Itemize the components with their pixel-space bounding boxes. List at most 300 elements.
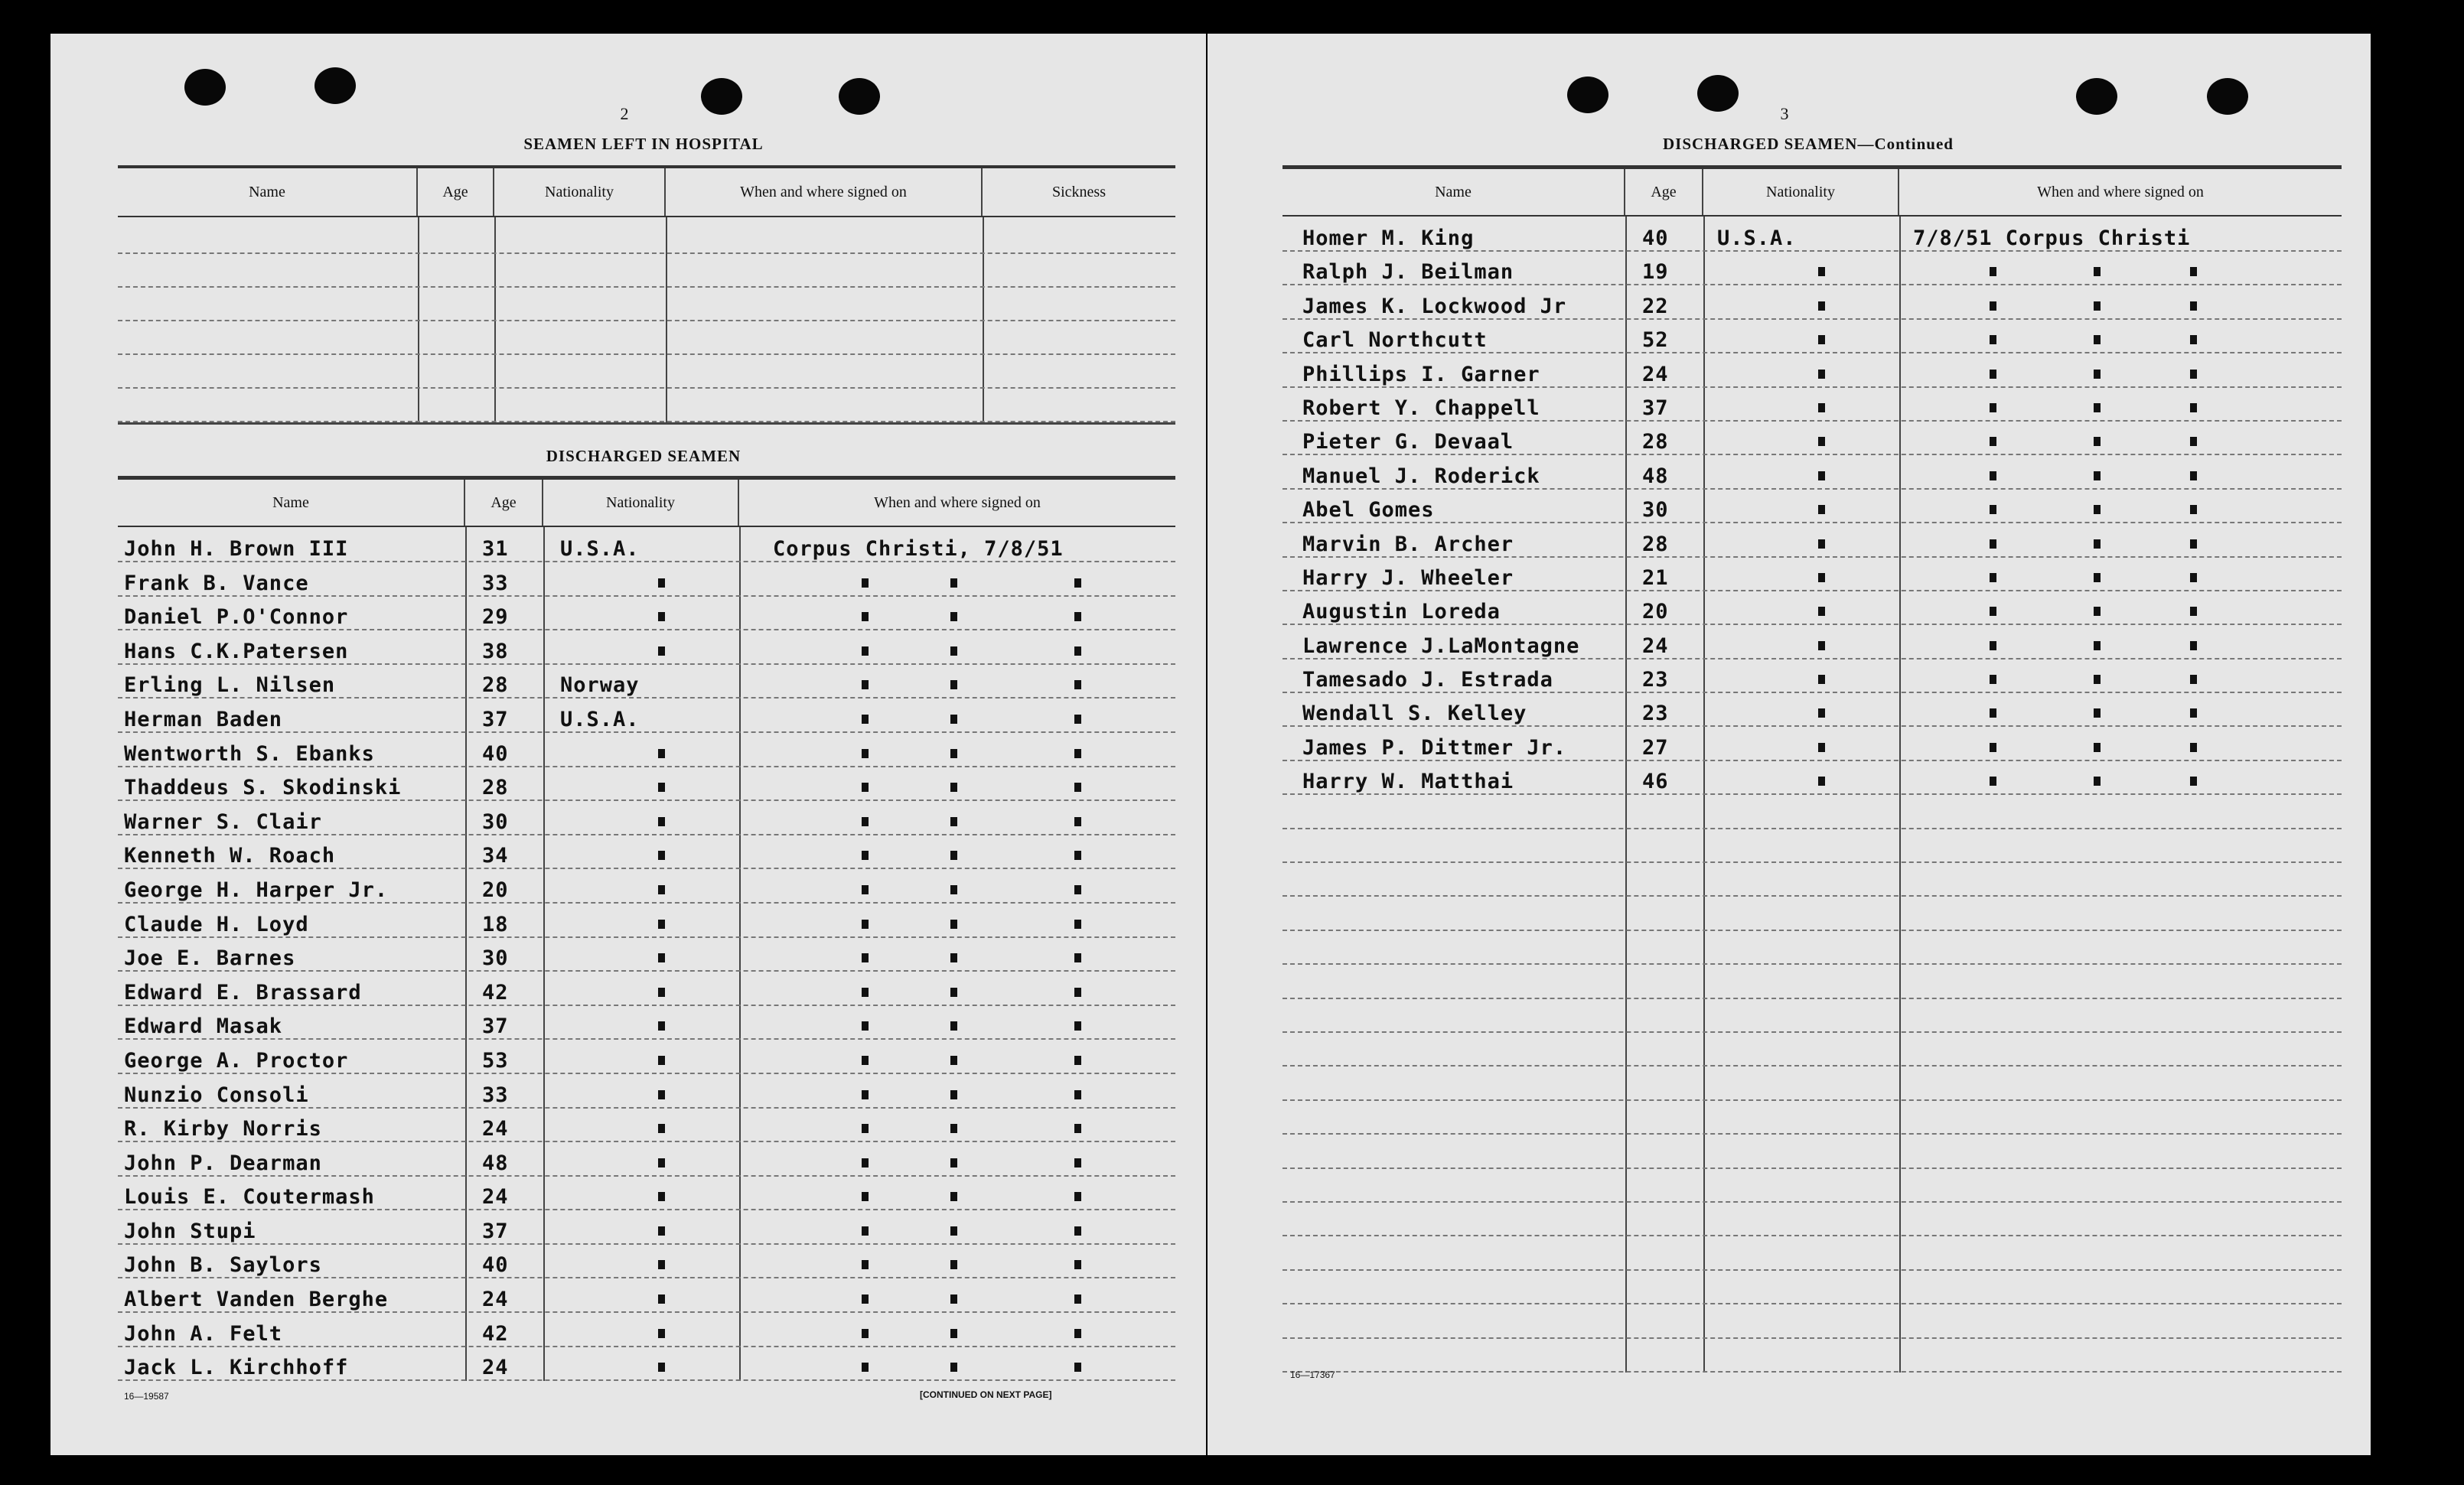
ditto-mark (658, 953, 665, 962)
table-row (118, 938, 1175, 972)
seaman-name: Tamesado J. Estrada (1302, 668, 1553, 692)
table-row (1283, 353, 2342, 387)
ditto-mark (658, 1056, 665, 1065)
table-row (118, 1074, 1175, 1109)
ditto-mark (2190, 403, 2197, 412)
ditto-mark (1074, 578, 1081, 588)
header-nationality: Nationality (494, 168, 666, 216)
table-row (1283, 455, 2342, 489)
seaman-age: 52 (1642, 328, 1669, 353)
header-nationality: Nationality (543, 480, 739, 526)
ditto-mark (658, 1260, 665, 1269)
blank-row (1283, 965, 2342, 998)
ditto-mark (950, 1158, 957, 1167)
ditto-mark (1990, 301, 1996, 311)
form-number: 16—19587 (124, 1391, 169, 1402)
table-row (118, 630, 1175, 665)
ditto-mark (950, 953, 957, 962)
ditto-mark (1818, 370, 1825, 379)
ditto-mark (2094, 471, 2101, 480)
seaman-age: 23 (1642, 668, 1669, 692)
table-row (118, 835, 1175, 870)
seaman-age: 46 (1642, 770, 1669, 794)
table-row (118, 904, 1175, 938)
ditto-mark (950, 1192, 957, 1201)
table-row (1283, 727, 2342, 760)
ditto-mark (950, 1124, 957, 1133)
form-number: 16—17367 (1290, 1369, 1335, 1380)
ditto-mark (950, 612, 957, 621)
seaman-age: 24 (482, 1185, 509, 1210)
ditto-mark (950, 885, 957, 894)
seaman-age: 24 (1642, 633, 1669, 658)
ditto-mark (1818, 743, 1825, 752)
seaman-name: Robert Y. Chappell (1302, 396, 1540, 420)
signed-on: 7/8/51 Corpus Christi (1913, 226, 2191, 250)
seaman-age: 28 (1642, 532, 1669, 556)
ditto-mark (1990, 641, 1996, 650)
ditto-mark (1990, 370, 1996, 379)
ditto-mark (950, 680, 957, 689)
ditto-mark (862, 1294, 869, 1304)
ditto-mark (658, 646, 665, 656)
page-number: 3 (1780, 104, 1789, 123)
seaman-name: Wentworth S. Ebanks (124, 741, 375, 766)
seaman-nationality: Norway (560, 673, 640, 698)
seaman-name: Erling L. Nilsen (124, 673, 336, 698)
punch-hole (1697, 75, 1739, 112)
seaman-name: Daniel P.O'Connor (124, 605, 349, 630)
discharged-continued-table (1283, 165, 2342, 1373)
ditto-mark (1074, 1363, 1081, 1372)
table-row (1283, 422, 2342, 455)
ditto-mark (950, 749, 957, 758)
ditto-mark (2190, 675, 2197, 684)
seaman-name: Hans C.K.Patersen (124, 639, 349, 663)
seaman-age: 20 (482, 878, 509, 902)
ditto-mark (658, 1124, 665, 1133)
ditto-mark (658, 749, 665, 758)
ditto-mark (1990, 708, 1996, 718)
ditto-mark (950, 1226, 957, 1236)
ditto-mark (2190, 641, 2197, 650)
ditto-mark (2190, 505, 2197, 514)
ditto-mark (1074, 680, 1081, 689)
seaman-name: Albert Vanden Berghe (124, 1288, 389, 1312)
ditto-mark (2190, 573, 2197, 582)
seaman-age: 33 (482, 571, 509, 595)
table-row (1283, 625, 2342, 659)
seaman-name: John A. Felt (124, 1321, 283, 1346)
table-row (118, 1347, 1175, 1382)
ditto-mark (1818, 539, 1825, 549)
blank-row (118, 321, 1175, 355)
ditto-mark (2190, 471, 2197, 480)
ditto-mark (658, 920, 665, 929)
seaman-age: 30 (1642, 498, 1669, 523)
ditto-mark (1990, 539, 1996, 549)
table-row (118, 597, 1175, 631)
header-signed-on: When and where signed on (874, 493, 1041, 511)
ditto-mark (2190, 301, 2197, 311)
blank-row (1283, 1203, 2342, 1236)
ditto-mark (862, 953, 869, 962)
seaman-name: Phillips I. Garner (1302, 362, 1540, 386)
ditto-mark (658, 1021, 665, 1031)
ditto-mark (1074, 1124, 1081, 1133)
ditto-mark (1818, 301, 1825, 311)
seaman-name: Herman Baden (124, 707, 283, 731)
seaman-name: Marvin B. Archer (1302, 532, 1514, 556)
ditto-mark (2094, 505, 2101, 514)
ditto-mark (950, 1090, 957, 1099)
ditto-mark (1818, 641, 1825, 650)
table-row (118, 869, 1175, 904)
seaman-name: James P. Dittmer Jr. (1302, 735, 1567, 760)
ditto-mark (658, 1226, 665, 1236)
seaman-name: Harry W. Matthai (1302, 770, 1514, 794)
hospital-table-header (118, 168, 1175, 217)
seaman-name: James K. Lockwood Jr (1302, 294, 1567, 318)
seaman-age: 18 (482, 912, 509, 936)
ditto-mark (862, 1329, 869, 1338)
ditto-mark (1074, 1329, 1081, 1338)
punch-hole (701, 78, 742, 115)
ditto-mark (658, 817, 665, 826)
ditto-mark (1074, 749, 1081, 758)
table-row (1283, 217, 2342, 252)
seaman-age: 29 (482, 605, 509, 630)
discharged-continued-header (1283, 169, 2342, 217)
ditto-mark (1818, 607, 1825, 616)
table-row (118, 733, 1175, 767)
ditto-mark (1074, 920, 1081, 929)
ditto-mark (950, 578, 957, 588)
discharged-table-body (118, 527, 1175, 1381)
table-row (118, 1313, 1175, 1347)
blank-row (118, 288, 1175, 321)
table-row (118, 1142, 1175, 1177)
discharged-table-header (118, 480, 1175, 527)
punch-hole (315, 67, 356, 104)
discharged-continued-body (1283, 217, 2342, 1373)
ditto-mark (862, 1226, 869, 1236)
ditto-mark (950, 1260, 957, 1269)
ditto-mark (862, 578, 869, 588)
ditto-mark (2190, 777, 2197, 786)
ditto-mark (1818, 335, 1825, 344)
discharged-section-title: DISCHARGED SEAMEN (546, 447, 741, 465)
ditto-mark (2094, 267, 2101, 276)
ditto-mark (1074, 1090, 1081, 1099)
seaman-age: 24 (482, 1288, 509, 1312)
blank-row (1283, 1339, 2342, 1373)
seaman-age: 28 (1642, 430, 1669, 454)
seaman-age: 38 (482, 639, 509, 663)
ditto-mark (2094, 708, 2101, 718)
seaman-name: Lawrence J.LaMontagne (1302, 633, 1580, 658)
ditto-mark (950, 1021, 957, 1031)
seaman-age: 37 (482, 1219, 509, 1243)
blank-row (1283, 1271, 2342, 1304)
ditto-mark (1074, 1294, 1081, 1304)
ditto-mark (1074, 1056, 1081, 1065)
ditto-mark (950, 646, 957, 656)
ditto-mark (862, 612, 869, 621)
header-age: Age (465, 480, 543, 526)
table-row (1283, 285, 2342, 319)
table-row (118, 527, 1175, 562)
seaman-name: George A. Proctor (124, 1048, 349, 1073)
ditto-mark (658, 612, 665, 621)
punch-hole (839, 78, 880, 115)
ditto-mark (1990, 471, 1996, 480)
ditto-mark (1818, 777, 1825, 786)
ditto-mark (658, 1090, 665, 1099)
seaman-age: 24 (1642, 362, 1669, 386)
table-row (118, 767, 1175, 802)
ditto-mark (1818, 505, 1825, 514)
left-page (51, 34, 1206, 1455)
table-row (118, 801, 1175, 835)
blank-row (1283, 931, 2342, 965)
page-number: 2 (620, 104, 629, 123)
seaman-age: 53 (482, 1048, 509, 1073)
header-signed-on: When and where signed on (666, 168, 983, 216)
blank-row (118, 389, 1175, 422)
ditto-mark (658, 783, 665, 792)
table-row (118, 1109, 1175, 1143)
ditto-mark (1818, 403, 1825, 412)
seaman-age: 42 (482, 980, 509, 1005)
ditto-mark (1074, 817, 1081, 826)
ditto-mark (658, 1329, 665, 1338)
ditto-mark (862, 1363, 869, 1372)
ditto-mark (2094, 743, 2101, 752)
ditto-mark (862, 715, 869, 724)
hospital-table (118, 165, 1175, 425)
table-row (118, 1177, 1175, 1211)
ditto-mark (658, 851, 665, 860)
ditto-mark (1990, 675, 1996, 684)
header-signed-on: When and where signed on (2037, 183, 2204, 200)
table-row (1283, 523, 2342, 557)
seaman-name: Kenneth W. Roach (124, 844, 336, 868)
seaman-name: Nunzio Consoli (124, 1083, 309, 1107)
seaman-name: Carl Northcutt (1302, 328, 1488, 353)
blank-row (1283, 1304, 2342, 1338)
seaman-name: Edward Masak (124, 1014, 283, 1039)
ditto-mark (1990, 777, 1996, 786)
table-row (118, 1210, 1175, 1245)
header-name: Name (118, 480, 465, 526)
ditto-mark (862, 1192, 869, 1201)
seaman-age: 23 (1642, 702, 1669, 726)
seaman-age: 37 (482, 707, 509, 731)
seaman-age: 22 (1642, 294, 1669, 318)
seaman-name: Jack L. Kirchhoff (124, 1356, 349, 1380)
ditto-mark (1990, 403, 1996, 412)
table-row (1283, 320, 2342, 353)
ditto-mark (862, 885, 869, 894)
header-age: Age (1625, 169, 1703, 215)
blank-row (1283, 795, 2342, 829)
punch-hole (1567, 77, 1608, 113)
ditto-mark (1990, 267, 1996, 276)
header-name: Name (1283, 169, 1625, 215)
seaman-nationality: U.S.A. (560, 537, 640, 561)
seaman-name: Homer M. King (1302, 226, 1475, 250)
ditto-mark (862, 749, 869, 758)
blank-row (1283, 863, 2342, 897)
table-row (1283, 591, 2342, 625)
ditto-mark (658, 1294, 665, 1304)
ditto-mark (658, 988, 665, 997)
ditto-mark (1818, 437, 1825, 446)
seaman-name: Joe E. Barnes (124, 946, 296, 971)
ditto-mark (1074, 885, 1081, 894)
ditto-mark (1818, 267, 1825, 276)
ditto-mark (950, 817, 957, 826)
table-row (118, 1040, 1175, 1074)
seaman-age: 30 (482, 809, 509, 834)
hospital-section-title: SEAMEN LEFT IN HOSPITAL (523, 135, 764, 153)
blank-row (1283, 1033, 2342, 1067)
ditto-mark (658, 1192, 665, 1201)
signed-on: Corpus Christi, 7/8/51 (773, 537, 1064, 561)
table-row (118, 699, 1175, 733)
ditto-mark (1818, 471, 1825, 480)
header-name: Name (118, 168, 418, 216)
ditto-mark (658, 578, 665, 588)
seaman-age: 30 (482, 946, 509, 971)
ditto-mark (862, 1260, 869, 1269)
seaman-age: 48 (1642, 464, 1669, 488)
seaman-age: 31 (482, 537, 509, 561)
ditto-mark (1818, 573, 1825, 582)
seaman-name: Ralph J. Beilman (1302, 260, 1514, 285)
ditto-mark (950, 988, 957, 997)
blank-row (118, 254, 1175, 288)
ditto-mark (2094, 539, 2101, 549)
seaman-name: Wendall S. Kelley (1302, 702, 1527, 726)
seaman-age: 24 (482, 1117, 509, 1141)
seaman-age: 33 (482, 1083, 509, 1107)
table-row (1283, 490, 2342, 523)
seaman-age: 37 (1642, 396, 1669, 420)
seaman-name: George H. Harper Jr. (124, 878, 389, 902)
ditto-mark (658, 1363, 665, 1372)
punch-hole (2076, 78, 2117, 115)
ditto-mark (2190, 539, 2197, 549)
seaman-age: 40 (1642, 226, 1669, 250)
seaman-age: 48 (482, 1151, 509, 1175)
seaman-age: 28 (482, 673, 509, 698)
seaman-age: 34 (482, 844, 509, 868)
seaman-name: Thaddeus S. Skodinski (124, 776, 402, 800)
ditto-mark (1074, 1226, 1081, 1236)
right-page (1208, 34, 2371, 1455)
ditto-mark (950, 715, 957, 724)
table-row (118, 562, 1175, 597)
ditto-mark (2094, 335, 2101, 344)
blank-row (1283, 1135, 2342, 1168)
ditto-mark (2094, 641, 2101, 650)
ditto-mark (862, 1021, 869, 1031)
ditto-mark (658, 885, 665, 894)
table-row (1283, 693, 2342, 727)
ditto-mark (2094, 437, 2101, 446)
ditto-mark (2094, 301, 2101, 311)
ditto-mark (950, 920, 957, 929)
ditto-mark (1074, 1260, 1081, 1269)
seaman-name: Augustin Loreda (1302, 600, 1501, 624)
ditto-mark (2190, 267, 2197, 276)
seaman-name: John Stupi (124, 1219, 256, 1243)
seaman-name: Harry J. Wheeler (1302, 565, 1514, 590)
table-row (1283, 252, 2342, 285)
ditto-mark (2094, 675, 2101, 684)
ditto-mark (862, 646, 869, 656)
ditto-mark (1990, 573, 1996, 582)
ditto-mark (1818, 708, 1825, 718)
blank-row (118, 355, 1175, 389)
ditto-mark (2190, 370, 2197, 379)
blank-row (1283, 1101, 2342, 1135)
ditto-mark (1990, 505, 1996, 514)
seaman-age: 27 (1642, 735, 1669, 760)
seaman-name: R. Kirby Norris (124, 1117, 322, 1141)
ditto-mark (2094, 573, 2101, 582)
table-row (1283, 558, 2342, 591)
ditto-mark (1074, 1158, 1081, 1167)
ditto-mark (658, 1158, 665, 1167)
ditto-mark (1074, 851, 1081, 860)
seaman-name: John H. Brown III (124, 537, 349, 561)
seaman-name: John P. Dearman (124, 1151, 322, 1175)
table-row (118, 1278, 1175, 1313)
table-row (1283, 659, 2342, 693)
seaman-name: Louis E. Coutermash (124, 1185, 375, 1210)
header-nationality: Nationality (1703, 169, 1899, 215)
seaman-age: 24 (482, 1356, 509, 1380)
blank-row (1283, 829, 2342, 863)
ditto-mark (950, 783, 957, 792)
ditto-mark (1074, 953, 1081, 962)
ditto-mark (1074, 646, 1081, 656)
seaman-name: John B. Saylors (124, 1253, 322, 1278)
seaman-nationality: U.S.A. (1717, 226, 1797, 250)
ditto-mark (862, 1158, 869, 1167)
ditto-mark (1074, 715, 1081, 724)
blank-row (1283, 1067, 2342, 1100)
table-row (118, 665, 1175, 699)
ditto-mark (862, 988, 869, 997)
blank-row (1283, 1169, 2342, 1203)
ditto-mark (1990, 335, 1996, 344)
header-age: Age (418, 168, 494, 216)
seaman-age: 37 (482, 1014, 509, 1039)
seaman-name: Edward E. Brassard (124, 980, 362, 1005)
ditto-mark (950, 1329, 957, 1338)
blank-row (1283, 999, 2342, 1033)
seaman-name: Claude H. Loyd (124, 912, 309, 936)
ditto-mark (1990, 743, 1996, 752)
ditto-mark (950, 1056, 957, 1065)
discharged-continued-title: DISCHARGED SEAMEN—Continued (1663, 135, 1954, 153)
blank-row (1283, 1236, 2342, 1270)
table-row (118, 1006, 1175, 1040)
